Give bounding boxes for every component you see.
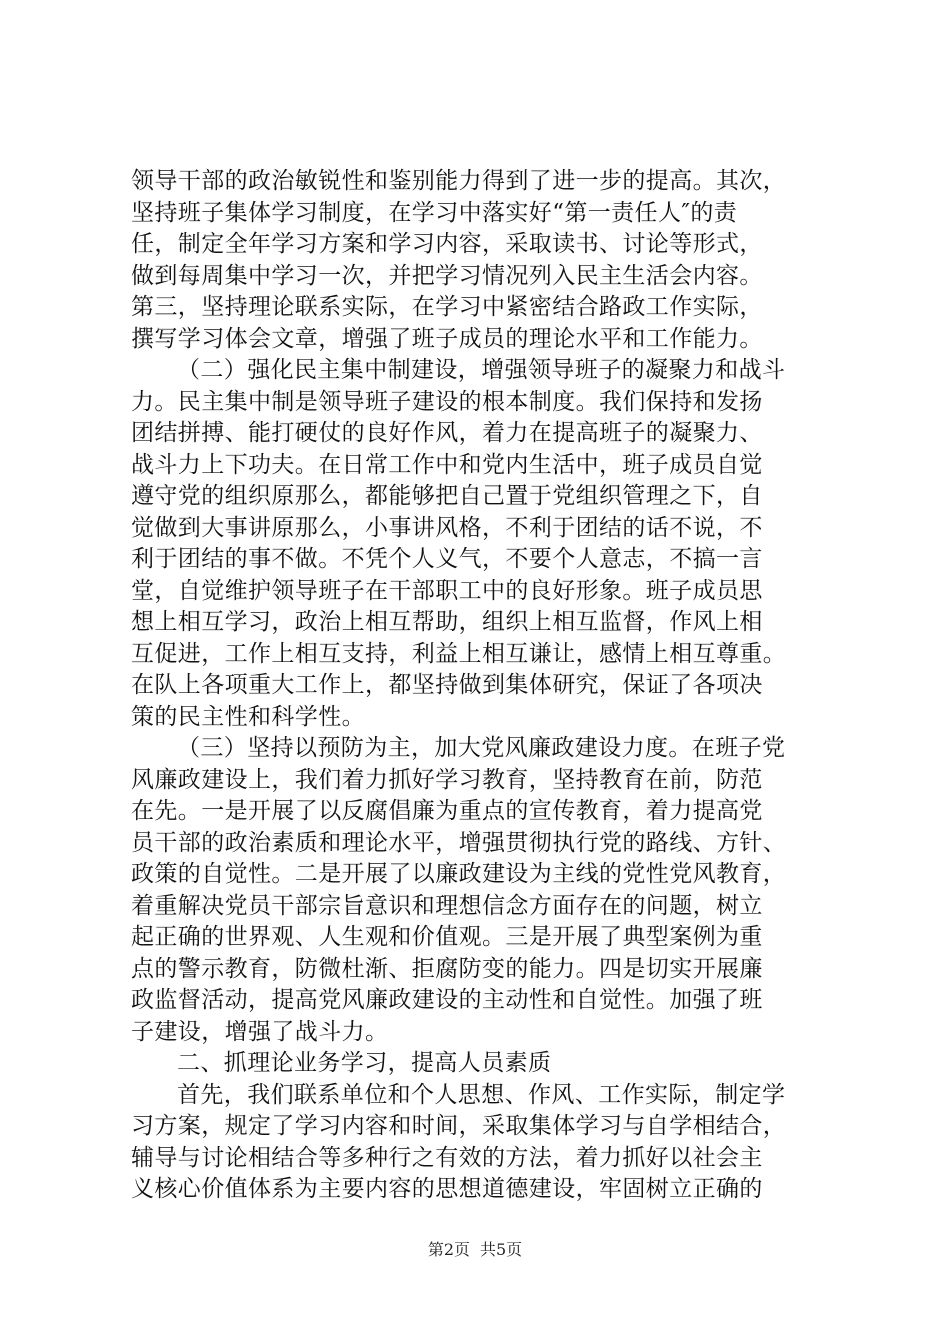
- page-number-total: 共5页: [480, 1240, 523, 1259]
- text-line: 做到每周集中学习一次，并把学习情况列入民主生活会内容。: [131, 262, 763, 289]
- text-line: 策的民主性和科学性。: [131, 703, 365, 730]
- text-line: 遵守党的组织原那么，都能够把自己置于党组织管理之下，自: [131, 483, 763, 509]
- text-line: 义核心价值体系为主要内容的思想道德建设，牢固树立正确的: [131, 1176, 763, 1202]
- text-line: 风廉政建设上，我们着力抓好学习教育，坚持教育在前，防范: [131, 766, 763, 793]
- text-line: 二、抓理论业务学习，提高人员素质: [177, 1050, 552, 1076]
- text-line: 起正确的世界观、人生观和价值观。三是开展了典型案例为重: [131, 924, 763, 950]
- text-line: 员干部的政治素质和理论水平，增强贯彻执行党的路线、方针、: [131, 829, 787, 856]
- text-line: 互促进，工作上相互支持，利益上相互谦让，感情上相互尊重。: [131, 640, 787, 667]
- text-line: 任，制定全年学习方案和学习内容，采取读书、讨论等形式，: [131, 231, 763, 257]
- text-line: 习方案，规定了学习内容和时间，采取集体学习与自学相结合，: [131, 1113, 787, 1139]
- text-line: 在先。一是开展了以反腐倡廉为重点的宣传教育，着力提高党: [131, 798, 763, 824]
- text-line: 想上相互学习，政治上相互帮助，组织上相互监督，作风上相: [131, 609, 763, 635]
- text-line: 首先，我们联系单位和个人思想、作风、工作实际，制定学: [177, 1081, 786, 1108]
- text-line: 团结拼搏、能打硬仗的良好作风，着力在提高班子的凝聚力、: [131, 420, 763, 446]
- text-line: 觉做到大事讲原那么，小事讲风格，不利于团结的话不说，不: [131, 514, 763, 541]
- page-number-current: 第2页: [427, 1240, 470, 1259]
- text-line: 利于团结的事不做。不凭个人义气，不要个人意志，不搞一言: [131, 546, 763, 572]
- document-body: [131, 166, 831, 1206]
- text-line: 战斗力上下功夫。在日常工作中和党内生活中，班子成员自觉: [131, 451, 763, 478]
- text-line: 着重解决党员干部宗旨意识和理想信念方面存在的问题，树立: [131, 892, 763, 919]
- text-line: 第三，坚持理论联系实际，在学习中紧密结合路政工作实际，: [131, 294, 763, 320]
- text-line: 坚持班子集体学习制度，在学习中落实好“第一责任人″的责: [131, 199, 738, 226]
- text-line: 点的警示教育，防微杜渐、拒腐防变的能力。四是切实开展廉: [131, 955, 763, 982]
- text-line: 堂，自觉维护领导班子在干部职工中的良好形象。班子成员思: [131, 577, 763, 604]
- text-line: 辅导与讨论相结合等多种行之有效的方法，着力抓好以社会主: [131, 1144, 763, 1171]
- text-line: 撰写学习体会文章，增强了班子成员的理论水平和工作能力。: [131, 325, 763, 352]
- text-line: 领导干部的政治敏锐性和鉴别能力得到了进一步的提高。其次，: [131, 168, 787, 194]
- text-line: （三）坚持以预防为主，加大党风廉政建设力度。在班子党: [177, 735, 786, 761]
- page-footer: [0, 1240, 950, 1260]
- text-line: 政监督活动，提高党风廉政建设的主动性和自觉性。加强了班: [131, 987, 763, 1013]
- text-line: 政策的自觉性。二是开展了以廉政建设为主线的党性党风教育，: [131, 861, 787, 887]
- text-line: 子建设，增强了战斗力。: [131, 1018, 389, 1045]
- text-line: 力。民主集中制是领导班子建设的根本制度。我们保持和发扬: [131, 388, 763, 415]
- text-line: 在队上各项重大工作上，都坚持做到集体研究，保证了各项决: [131, 672, 763, 698]
- text-line: （二）强化民主集中制建设，增强领导班子的凝聚力和战斗: [177, 357, 786, 383]
